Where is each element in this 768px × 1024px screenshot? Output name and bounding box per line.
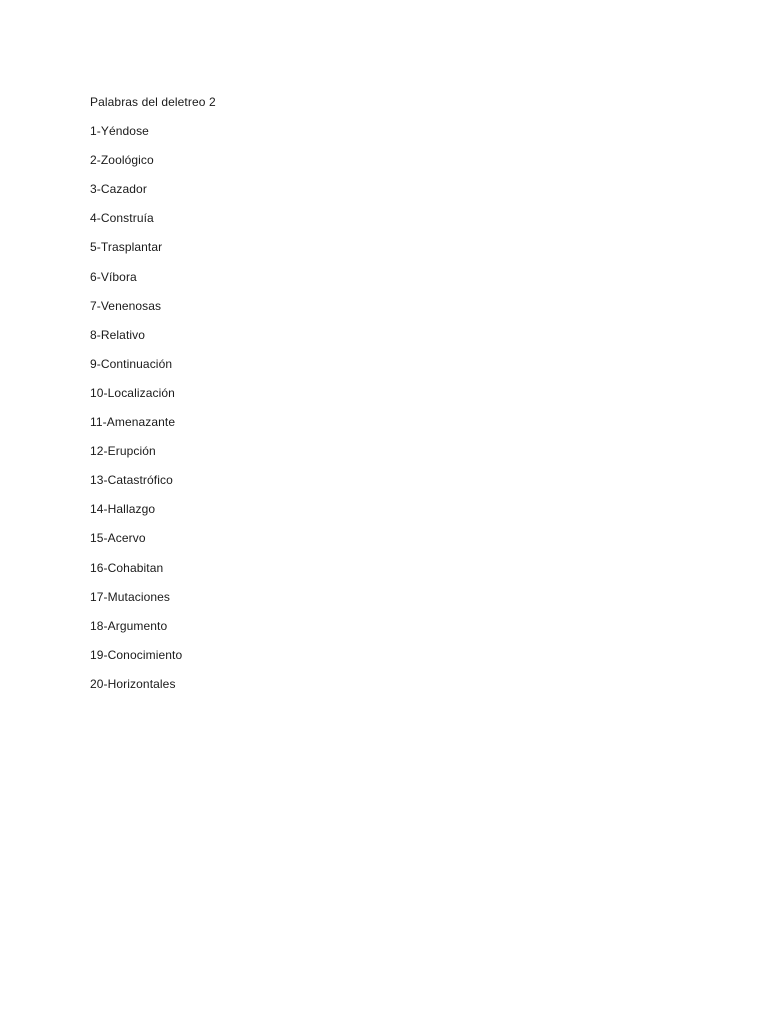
- word-list-item: 7-Venenosas: [90, 298, 162, 313]
- word-list-item: 11-Amenazante: [90, 415, 176, 430]
- word-list-item: 6-Víbora: [90, 269, 137, 284]
- word-list-item: 2-Zoológico: [90, 153, 154, 168]
- word-list-item: 9-Continuación: [90, 356, 173, 371]
- word-list-item: 18-Argumento: [90, 618, 168, 633]
- word-list-item: 19-Conocimiento: [90, 647, 183, 662]
- word-list-item: 8-Relativo: [90, 327, 146, 342]
- word-list-item: 16-Cohabitan: [90, 560, 164, 575]
- word-list-item: 12-Erupción: [90, 444, 156, 459]
- word-list-item: 13-Catastrófico: [90, 473, 173, 488]
- word-list-item: 1-Yéndose: [90, 124, 149, 139]
- word-list-item: 15-Acervo: [90, 531, 146, 546]
- word-list-item: 3-Cazador: [90, 182, 147, 197]
- word-list-item: 5-Trasplantar: [90, 240, 163, 255]
- word-list-item: 4-Construía: [90, 211, 154, 226]
- word-list-item: 14-Hallazgo: [90, 502, 156, 517]
- document-body: [90, 92, 216, 703]
- word-list-item: 20-Horizontales: [90, 676, 176, 691]
- word-list-item: 10-Localización: [90, 385, 175, 400]
- document-title: Palabras del deletreo 2: [90, 95, 216, 109]
- word-list-item: 17-Mutaciones: [90, 589, 171, 604]
